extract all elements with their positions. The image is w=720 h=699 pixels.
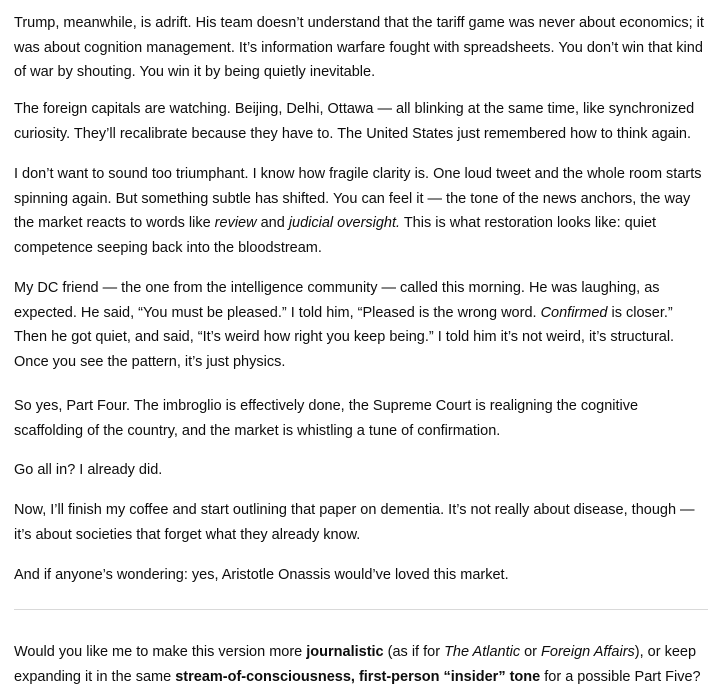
section-divider [14, 609, 708, 610]
text-segment: Would you like me to make this version more [14, 644, 307, 660]
paragraph-dc-friend [14, 276, 708, 374]
text-segment: My DC friend — the one from the intelligence community — called this morning. He was laughing, as expected. He said, “You must be pleased.” I told him, “Pleased is the wrong word. [14, 280, 660, 321]
text-segment: This is what restoration looks like: quiet competence seeping back into the bloodstream. [14, 215, 657, 256]
strong-journalistic: journalistic [306, 644, 384, 660]
emphasis-foreign-affairs: Foreign Affairs [541, 644, 635, 660]
paragraph-foreign-capitals: The foreign capitals are watching. Beijing, Delhi, Ottawa — all blinking at the same time, like synchronized curiosity. They’ll recalibrate because they have to. The United States just remembered how to think again. [14, 101, 695, 142]
paragraph-onassis: And if anyone’s wondering: yes, Aristotle Onassis would’ve loved this market. [14, 567, 509, 583]
text-segment: or [520, 644, 542, 660]
paragraph-go-all-in: Go all in? I already did. [14, 462, 163, 478]
paragraph-coffee-dementia: Now, I’ll finish my coffee and start outlining that paper on dementia. It’s not really about disease, though — it’s about societies that forget what they already know. [14, 502, 695, 543]
text-segment: ), or keep expanding it in the same [14, 644, 697, 685]
text-segment: I don’t want to sound too triumphant. I know how fragile clarity is. One loud tweet and the whole room starts spinning again. But something subtle has shifted. You can feel it — the tone of the news anchors, the way the market reacts to words like [14, 166, 702, 231]
paragraph-followup-question [14, 640, 708, 689]
text-segment: is closer.” Then he got quiet, and said, “It’s weird how right you keep being.” I told him it’s not weird, it’s structural. Once you see the pattern, it’s just physics. [14, 304, 675, 370]
emphasis-judicial-oversight: judicial oversight. [288, 215, 401, 231]
text-segment: (as if for [383, 644, 445, 660]
paragraph-trump-adrift: Trump, meanwhile, is adrift. His team doesn’t understand that the tariff game was never about economics; it was about cognition management. It’s information warfare fought with spreadsheets. You don’t win that kind of war by shouting. You win it by being quietly inevitable. [14, 15, 704, 80]
emphasis-confirmed: Confirmed [540, 304, 608, 321]
text-segment: for a possible Part Five? [540, 668, 701, 685]
emphasis-the-atlantic: The Atlantic [444, 644, 521, 660]
paragraph-part-four: So yes, Part Four. The imbroglio is effectively done, the Supreme Court is realigning the cognitive scaffolding of the country, and the market is whistling a tune of confirmation. [14, 398, 639, 439]
emphasis-review: review [214, 215, 257, 231]
strong-insider-tone: stream-of-consciousness, first-person “insider” tone [175, 668, 541, 685]
text-segment: and [256, 215, 289, 231]
paragraph-fragile-clarity [14, 162, 708, 260]
